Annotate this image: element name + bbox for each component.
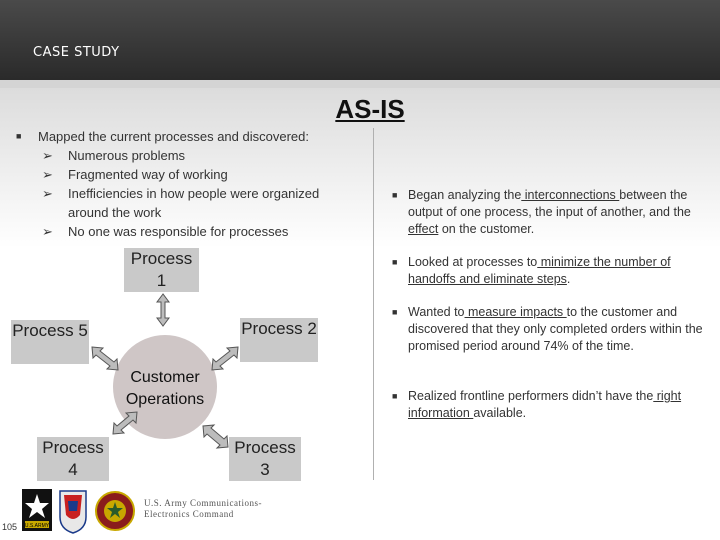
army-star-logo [22,489,52,531]
arrow-bullet-icon: ➢ [42,167,53,182]
customer-operations-label: Customer Operations [125,369,205,408]
square-bullet-icon: ■ [16,131,22,141]
square-bullet-icon: ■ [392,307,398,317]
main-bullet: ■ Mapped the current processes and discovered: [16,129,309,144]
page-number: 105 [2,522,18,532]
shield-insignia-icon [60,491,86,533]
command-name-line-2: Electronics Command [144,509,234,519]
command-name-line-1: U.S. Army Communications- [144,498,262,508]
footer-logos [22,489,292,540]
process-1-box: Process 1 [124,248,199,292]
process-2-box: Process 2 [240,318,318,362]
arrow-bullet-icon: ➢ [42,186,53,201]
command-seal-icon [96,492,134,530]
sub-bullet: ➢ Inefficiencies in how people were organized around the work [42,186,320,220]
process-3-box: Process 3 [229,437,301,481]
sub-bullet: ➢ Numerous problems [42,148,186,163]
arrow-bullet-icon: ➢ [42,148,53,163]
double-arrow-icon [203,425,228,448]
sub-bullet: ➢ No one was responsible for processes [42,224,289,239]
double-arrow-icon [212,347,238,370]
column-divider [373,128,374,480]
double-arrow-icon [92,347,118,370]
double-arrow-icon [113,412,137,434]
process-5-box: Process 5 [11,320,89,364]
slide-title: AS-IS [335,94,405,124]
square-bullet-icon: ■ [392,257,398,267]
right-bullet-1: ■ Began analyzing the interconnections between the output of one process, the input of another, and the effect on the customer. [392,188,691,236]
svg-text:U.S.ARMY: U.S.ARMY [24,523,50,529]
right-bullet-2: ■ Looked at processes to minimize the number of handoffs and eliminate steps. [392,255,671,286]
square-bullet-icon: ■ [392,190,398,200]
header-title: CASE STUDY [33,45,120,60]
square-bullet-icon: ■ [392,391,398,401]
double-arrow-icon [157,294,169,326]
arrow-bullet-icon: ➢ [42,224,53,239]
right-bullet-4: ■ Realized frontline performers didn’t have the right information available. [392,389,682,420]
process-4-box: Process 4 [37,437,109,481]
right-bullet-3: ■ Wanted to measure impacts to the customer and discovered that they only completed orders within the promised period around 74% of the time. [392,305,703,353]
sub-bullet: ➢ Fragmented way of working [42,167,228,182]
